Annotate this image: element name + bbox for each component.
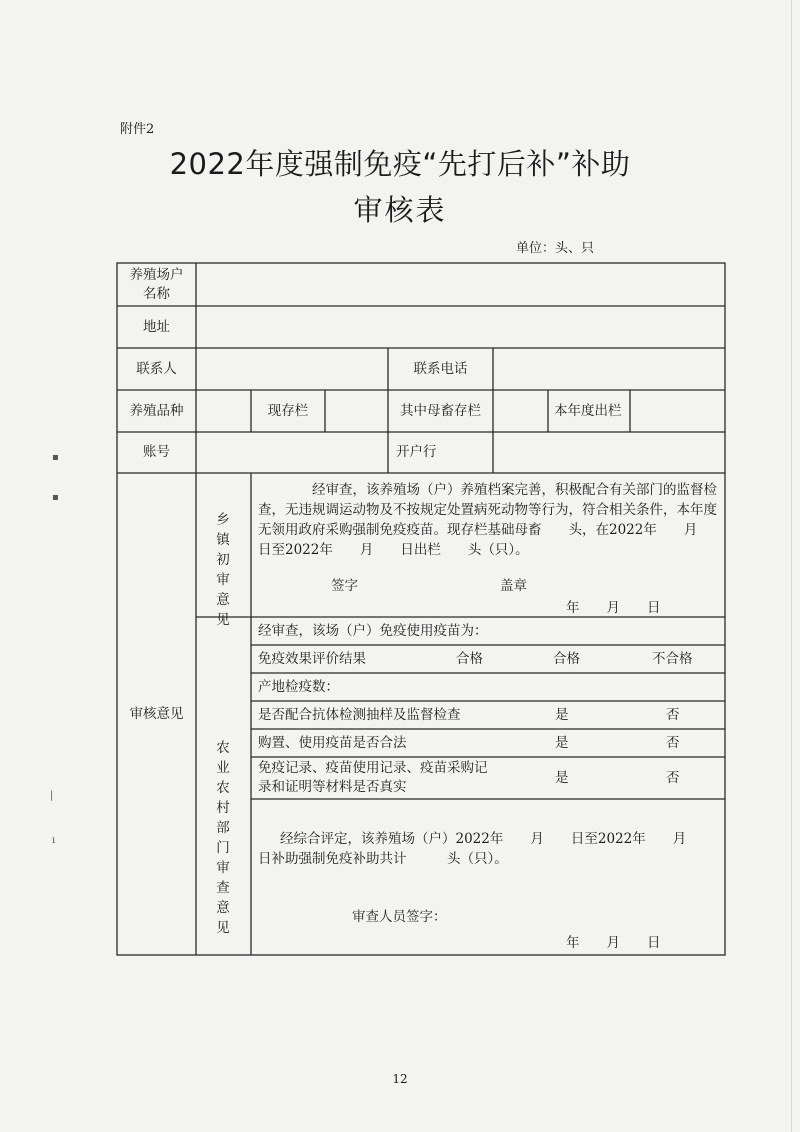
question-3: 免疫记录、疫苗使用记录、疫苗采购记录和证明等材料是否真实 [258, 760, 488, 795]
stock-label: 现存栏 [267, 402, 309, 419]
q3-no[interactable]: 否 [666, 769, 680, 786]
scan-speck: ı [52, 835, 56, 846]
phone-label: 联系电话 [413, 360, 468, 377]
final-assessment-text: 经综合评定，该养殖场（户）2022年 月 日至2022年 月 日补助强制免疫补助共计 头（只）。 [258, 831, 714, 867]
seal-label: 盖章 [500, 578, 527, 594]
eval-option-2[interactable]: 合格 [553, 650, 580, 667]
page-subtitle: 审核表 [353, 193, 447, 227]
phone-field[interactable] [493, 348, 725, 390]
q2-no[interactable]: 否 [666, 734, 680, 751]
stock-field[interactable] [325, 390, 388, 432]
township-date: 年 月 日 [566, 600, 661, 616]
sign-label: 签字 [331, 578, 358, 594]
account-field[interactable] [196, 432, 388, 473]
unit-note: 单位：头、只 [516, 241, 595, 256]
question-1: 是否配合抗体检测抽样及监督检查 [258, 706, 461, 723]
year-out-field[interactable] [630, 390, 725, 432]
township-opinion-text: 经审查，该养殖场（户）养殖档案完善，积极配合有关部门的监督检查，无违规调运动物及不按规定处置病死动物等行为，符合相关条件，本年度无领用政府采购强制免疫疫苗。现存栏基础母畜 头，在2022年 月 日至2022年 月 日出栏 头（只）。 [258, 482, 725, 558]
page-number: 12 [392, 1072, 408, 1086]
year-out-label: 本年度出栏 [554, 402, 622, 419]
address-field[interactable] [196, 306, 725, 348]
vaccine-intro: 经审查，该场（户）免疫使用疫苗为： [258, 622, 488, 639]
q2-yes[interactable]: 是 [555, 734, 569, 751]
contact-label: 联系人 [136, 360, 177, 377]
eval-label: 免疫效果评价结果 [258, 650, 366, 667]
q1-no[interactable]: 否 [666, 706, 680, 723]
breed-field[interactable] [196, 390, 251, 432]
scan-speck: ▪ [52, 492, 59, 503]
origin-quarantine-label: 产地检疫数： [258, 678, 339, 695]
breed-label: 养殖品种 [129, 402, 184, 419]
page-title: 2022年度强制免疫“先打后补”补助 [169, 147, 631, 181]
scan-speck: | [50, 790, 54, 801]
contact-field[interactable] [196, 348, 388, 390]
question-2: 购置、使用疫苗是否合法 [258, 734, 407, 751]
q3-yes[interactable]: 是 [555, 769, 569, 786]
eval-option-1[interactable]: 合格 [456, 650, 483, 667]
bank-label: 开户行 [396, 444, 437, 460]
account-label: 账号 [143, 444, 170, 460]
sow-stock-field[interactable] [493, 390, 548, 432]
sow-stock-label: 其中母畜存栏 [400, 402, 481, 419]
q1-yes[interactable]: 是 [555, 706, 569, 723]
scan-speck: ▪ [52, 452, 59, 463]
township-label: 乡镇初审意见 [216, 512, 230, 628]
bank-field[interactable] [493, 432, 725, 473]
annex-label: 附件2 [120, 122, 155, 137]
agri-dept-label: 农业农村部门审查意见 [216, 740, 230, 936]
eval-option-3[interactable]: 不合格 [652, 650, 693, 667]
address-label: 地址 [143, 318, 170, 335]
reviewer-sign-label: 审查人员签字： [352, 909, 447, 925]
review-opinion-label: 审核意见 [129, 705, 184, 722]
agri-date: 年 月 日 [566, 935, 661, 951]
farm-name-label: 养殖场户名称 [129, 266, 184, 302]
farm-name-field[interactable] [196, 263, 725, 306]
